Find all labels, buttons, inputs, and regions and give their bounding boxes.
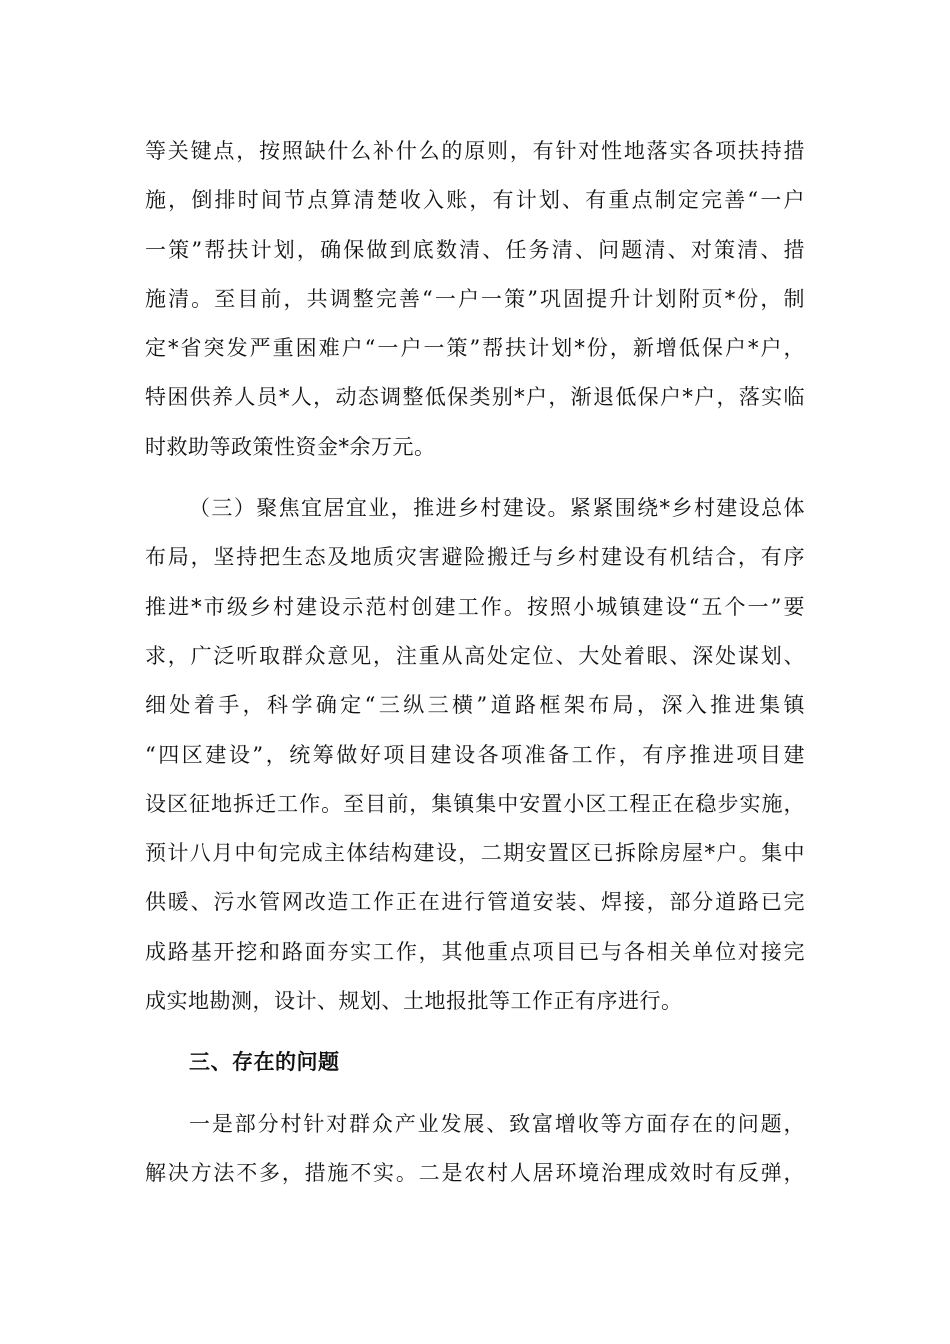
text-line: 成实地勘测，设计、规划、土地报批等工作正有序进行。	[145, 989, 683, 1014]
text-line: 定*省突发严重困难户“一户一策”帮扶计划*份，新增低保户*户，	[145, 336, 805, 361]
text-line: 细处着手，科学确定“三纵三横”道路框架布局，深入推进集镇	[145, 693, 805, 718]
document-page	[145, 127, 805, 1198]
text-line: “四区建设”，统筹做好项目建设各项准备工作，有序推进项目建	[145, 742, 805, 767]
section-heading-problems: 三、存在的问题	[189, 1050, 340, 1075]
text-line: 一是部分村针对群众产业发展、致富增收等方面存在的问题，	[189, 1111, 805, 1136]
text-line: 等关键点，按照缺什么补什么的原则，有针对性地落实各项扶持措	[145, 139, 805, 163]
text-line: 解决方法不多，措施不实。二是农村人居环境治理成效时有反弹，	[145, 1160, 805, 1185]
text-line: 施，倒排时间节点算清楚收入账，有计划、有重点制定完善“一户	[145, 188, 805, 213]
text-line: 一策”帮扶计划，确保做到底数清、任务清、问题清、对策清、措	[145, 237, 805, 262]
text-line: 预计八月中旬完成主体结构建设，二期安置区已拆除房屋*户。集中	[145, 841, 805, 866]
text-line: 推进*市级乡村建设示范村创建工作。按照小城镇建设“五个一”要	[145, 594, 805, 619]
paragraph-problems	[145, 1100, 805, 1199]
text-line: 特困供养人员*人，动态调整低保类别*户，渐退低保户*户，落实临	[145, 385, 805, 410]
text-line: 成路基开挖和路面夯实工作，其他重点项目已与各相关单位对接完	[145, 939, 805, 964]
text-line: 布局，坚持把生态及地质灾害避险搬迁与乡村建设有机结合，有序	[145, 545, 805, 570]
paragraph-poverty-measures	[145, 127, 805, 472]
text-line: 求，广泛听取群众意见，注重从高处定位、大处着眼、深处谋划、	[145, 643, 805, 668]
text-line: （三）聚焦宜居宜业，推进乡村建设。紧紧围绕*乡村建设总体	[189, 496, 805, 521]
paragraph-rural-construction	[145, 484, 805, 1026]
text-line: 施清。至目前，共调整完善“一户一策”巩固提升计划附页*份，制	[145, 286, 805, 311]
text-line: 供暖、污水管网改造工作正在进行管道安装、焊接，部分道路已完	[145, 890, 805, 915]
text-line: 时救助等政策性资金*余万元。	[145, 434, 436, 459]
text-line: 设区征地拆迁工作。至目前，集镇集中安置小区工程正在稳步实施，	[145, 791, 805, 816]
